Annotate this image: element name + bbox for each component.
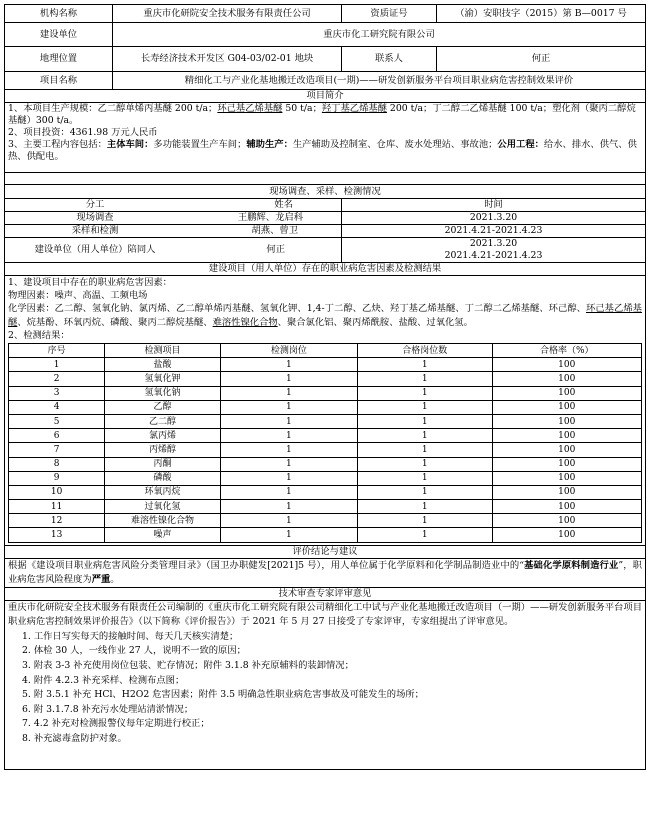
survey-row: 现场调查 王鹏辉、龙启科 [5,212,342,225]
intro-line-1: 1、本项目生产规模：乙二醇单烯丙基醚 200 t/a；环己基乙烯基醚 50 t/a；羟丁基乙烯基醚 200 t/a；丁二醇二乙烯基醚 100 t/a；塑化剂（聚丙二醇烷基醚）300 t/a。 [8,103,636,126]
location-value: 长寿经济技术开发区 G04-03/02-01 地块 [113,47,342,72]
review-intro: 重庆市化研院安全技术服务有限责任公司编制的《重庆市化工研究院有限公司精细化工中试与产业化基地搬迁改造项目（一期）——研发创新服务平台项目职业病危害控制效果评价报告》（以下简称《评价报告》）于 2021 年 5 月 27 日接受了专家评审，专家组提出了评审意见。 [8,601,642,628]
review-item: 3. 附表 3-3 补充使用岗位包装、贮存情况；附件 3.1.8 补充原辅料的装卸情况； [22,660,354,672]
unit-value: 重庆市化工研究院有限公司 [113,23,646,47]
intro-line-2: 2、项目投资：4361.98 万元人民币 [8,127,158,138]
results-row: 5 乙二醇 1 1 100 [9,414,642,428]
intro-title: 项目简介 [5,90,646,103]
evaluation-document [4,4,645,770]
review-item: 2. 体检 30 人，一线作业 27 人，说明不一致的原因； [22,645,246,657]
contact-label: 联系人 [342,47,437,72]
project-label: 项目名称 [5,72,113,90]
review-section [5,600,646,769]
results-row: 2 氢氧化钾 1 1 100 [9,372,642,386]
results-row: 10 环氧丙烷 1 1 100 [9,485,642,499]
results-table [8,343,642,543]
intro-section [5,103,646,173]
survey-title: 现场调查、采样、检测情况 [5,185,646,199]
results-row: 7 丙烯醇 1 1 100 [9,443,642,457]
review-item: 4. 附件 4.2.3 补充采样、检测布点图； [22,674,185,686]
survey-col-time: 时间 [342,199,646,212]
cert-value: （渝）安职技字（2015）第 B—0017 号 [437,5,646,23]
survey-col-name: 姓名 [274,199,293,210]
cert-label: 资质证号 [342,5,437,23]
intro-line-3: 3、主要工程内容包括：主体车间：多功能装置生产车间；辅助生产：生产辅助及控制室、仓库、废水处理站、事故池；公用工程：给水、排水、供气、供热、供配电。 [8,139,637,162]
blank-row [5,173,646,185]
review-item: 6. 附 3.1.7.8 补充污水处理站清淤情况； [22,703,194,715]
results-row: 3 氢氧化钠 1 1 100 [9,386,642,400]
hazards-section: 1、建设项目中存在的职业病危害因素： 物理因素：噪声、高温、工频电场 化学因素：乙二醇、氢氧化钠、氯丙烯、乙二醇单烯丙基醚、氢氧化钾、1,4-丁二醇、乙炔、羟丁基乙烯基醚、丁二醇二乙烯基醚、环己醇、环己基乙烯基醚、烷基酚、环氧丙烷、磷酸、聚丙二醇烷基醚、难溶性镍化合物、聚合氯化铝、聚丙烯酰胺、盐酸、过氧化氢。 2、检测结果： 序号 检测项目 检测岗位 合格岗位数 合格率（%） 1 盐酸 1 1 100 2 氢氧化钾 1 1 100 3 氢氧化钠 1 1 100 4 乙醇 1 1 100 5 乙二醇 1 1 100 6 氯丙烯 1 1 100 7 丙烯醇 1 1 100 8 丙酮 1 1 100 9 磷酸 1 1 100 10 环氧丙烷 1 1 100 11 过氧化氢 1 1 100 12 难溶性镍化合物 1 1 100 13 噪声 1 1 100 [5,276,646,546]
org-value: 重庆市化研院安全技术服务有限责任公司 [113,5,342,23]
conclusion-title: 评价结论与建议 [5,545,646,558]
review-item: 8. 补充滤毒盒防护对象。 [22,732,127,744]
project-value: 精细化工与产业化基地搬迁改造项目(一期)——研发创新服务平台项目职业病危害控制效果评价 [113,72,646,90]
unit-label: 建设单位 [5,23,113,47]
conclusion-text: 根据《建设项目职业病危害风险分类管理目录》（国卫办职健发[2021]5 号），用人单位属于化学原料和化学制品制造业中的“基础化学原料制造行业”，职业病危害风险程度为严重。 [5,558,646,587]
results-row: 13 噪声 1 1 100 [9,528,642,542]
review-item: 1. 工作日写实每天的接触时间、每天几天核实清楚； [22,630,239,642]
location-label: 地理位置 [5,47,113,72]
org-label: 机构名称 [5,5,113,23]
survey-row: 采样和检测 胡燕、曾卫 [5,225,342,238]
info-form: 机构名称 重庆市化研院安全技术服务有限责任公司 资质证号 （渝）安职技字（2015）第 B—0017 号 建设单位 重庆市化工研究院有限公司 地理位置 长寿经济技术开发区 G04-03/02-01 地块 联系人 何正 项目名称 精细化工与产业化基地搬迁改造项目(一期)——研发创新服务平台项目职业病危害控制效果评价 项目简介 1、本项目生产规模：乙二醇单烯丙基醚 200 t/a；环己基乙烯基醚 50 t/a；羟丁基乙烯基醚 200 t/a；丁二醇二乙烯基醚 100 t/a；塑化剂（聚丙二醇烷基醚）300 t/a。 2、项目投资：4361.98 万元人民币 3、主要工程内容包括：主体车间：多功能装置生产车间；辅助生产：生产辅助及控制室、仓库、废水处理站、事故池；公用工程：给水、排水、供气、供热、供配电。 现场调查、采样、检测情况 分工 姓名 时间 现场调查 王鹏辉、龙启科 2021.3.20 采样和检测 胡燕、曾卫 2021.4.21-2021.4.23 建设单位（用人单位）陪同人 何正 2021.3.20 2021.4.21-2021.4.23 建设项目（用人单位）存在的职业病危害因素及检测结果 1、建设项目中存在的职业病危害因素： 物理因素：噪声、高温、工频电场 化学因素：乙二醇、氢氧化钠、氯丙烯、乙二醇单烯丙基醚、氢氧化钾、1,4-丁二醇、乙炔、羟丁基乙烯基醚、丁二醇二乙烯基醚、环己醇、环己基乙烯基醚、烷基酚、环氧丙烷、磷酸、聚丙二醇烷基醚、难溶性镍化合物、聚合氯化铝、聚丙烯酰胺、盐酸、过氧化氢。 2、检测结果： 序号 检测项目 检测岗位 合格岗位数 合格率（%） 1 盐酸 1 1 100 2 氢氧化钾 1 1 100 3 氢氧化钠 1 1 100 4 乙醇 1 1 100 5 乙二醇 1 1 100 6 氯丙烯 1 1 100 7 丙烯醇 1 1 100 8 丙酮 1 1 100 9 磷酸 1 1 100 10 环氧丙烷 1 1 100 11 过氧化氢 1 1 100 12 难溶性镍化合物 1 1 100 13 噪声 1 1 100 评价结论与建议 根据《建设项目职业病危害风险分类管理目录》（国卫办职健发[2021]5 号），用人单位属于化学原料和化学制品制造业中的“基础化学原料制造行业”，职业病危害风险程度为严重。 技术审查专家评审意见 重庆市化研院安全技术服务有限责任公司编制的《重庆市化工研究院有限公司精细化工中试与产业化基地搬迁改造项目（一期）——研发创新服务平台项目职业病危害控制效果评价报告》（以下简称《评价报告》）于 2021 年 5 月 27 日接受了专家评审，专家组提出了评审意见。 1. 工作日写实每天的接触时间、每天几天核实清楚； 2. 体检 30 人，一线作业 27 人，说明不一致的原因； 3. 附表 3-3 补充使用岗位包装、贮存情况；附件 3.1.8 补充原辅料的装卸情况； 4. 附件 4.2.3 补充采样、检测布点图； 5. 附 3.5.1 补充 HCl、H2O2 危害因素；附件 3.5 明确急性职业病危害事故及可能发生的场所； 6. 附 3.1.7.8 补充污水处理站清淤情况； 7. 4.2 补充对检测报警仪每年定期进行校正； 8. 补充滤毒盒防护对象。 [4,4,646,770]
chemical-factors: 化学因素：乙二醇、氢氧化钠、氯丙烯、乙二醇单烯丙基醚、氢氧化钾、1,4-丁二醇、乙炔、羟丁基乙烯基醚、丁二醇二乙烯基醚、环己醇、环己基乙烯基醚、烷基酚、环氧丙烷、磷酸、聚丙二醇烷基醚、难溶性镍化合物、聚合氯化铝、聚丙烯酰胺、盐酸、过氧化氢。 [8,303,642,328]
results-row: 4 乙醇 1 1 100 [9,400,642,414]
review-item: 5. 附 3.5.1 补充 HCl、H2O2 危害因素；附件 3.5 明确急性职业病危害事故及可能发生的场所； [22,689,424,701]
review-title: 技术审查专家评审意见 [5,587,646,600]
review-item: 7. 4.2 补充对检测报警仪每年定期进行校正； [22,718,210,730]
survey-col-role: 分工 [85,199,105,210]
results-row: 8 丙酮 1 1 100 [9,457,642,471]
survey-escort-row: 建设单位（用人单位）陪同人 何正 [5,238,342,263]
results-row: 11 过氧化氢 1 1 100 [9,500,642,514]
review-items [8,630,642,747]
results-header: 序号 检测项目 检测岗位 合格岗位数 合格率（%） [9,344,642,358]
results-row: 6 氯丙烯 1 1 100 [9,429,642,443]
results-row: 12 难溶性镍化合物 1 1 100 [9,514,642,528]
contact-value: 何正 [437,47,646,72]
results-row: 1 盐酸 1 1 100 [9,358,642,372]
results-row: 9 磷酸 1 1 100 [9,471,642,485]
hazards-title: 建设项目（用人单位）存在的职业病危害因素及检测结果 [5,263,646,276]
